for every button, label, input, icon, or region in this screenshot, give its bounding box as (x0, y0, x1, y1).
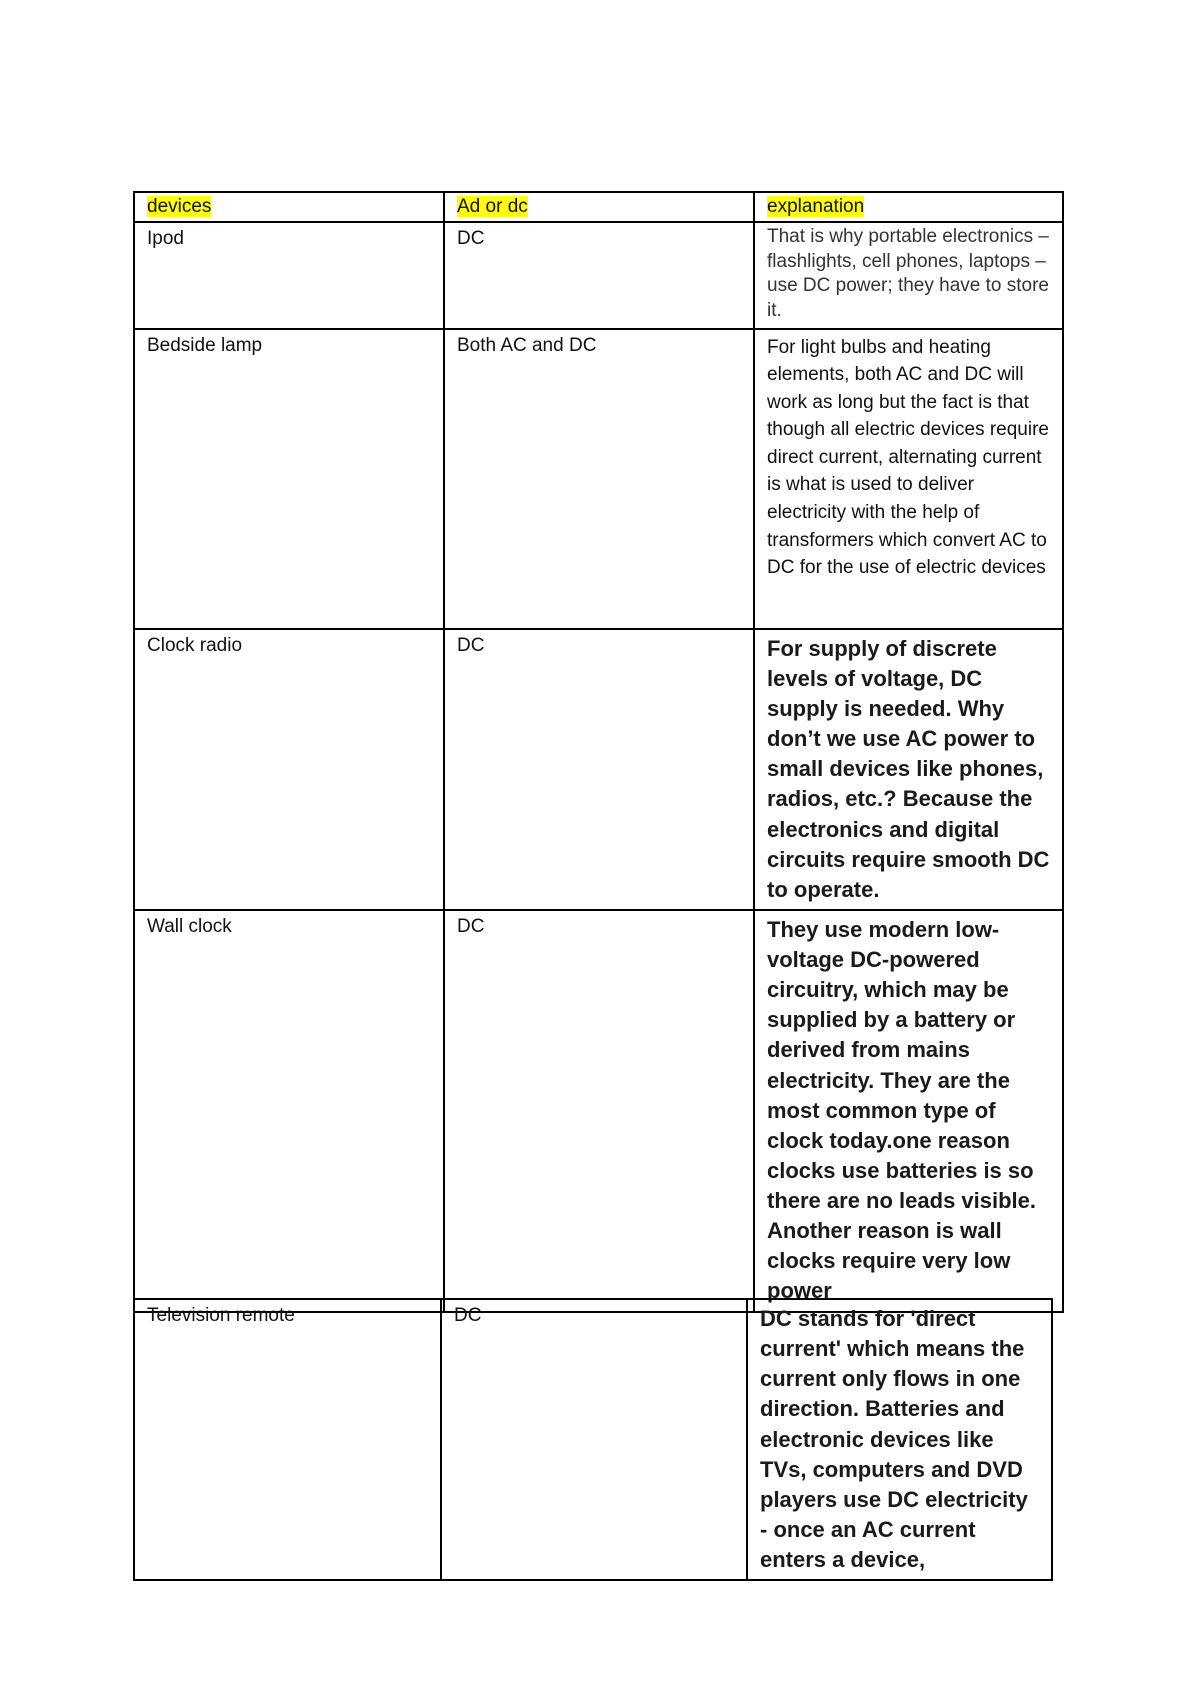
current-cell: DC (444, 222, 754, 329)
header-devices: devices (147, 196, 212, 217)
table-row (134, 910, 1063, 1312)
table-row (134, 222, 1063, 329)
current-cell: DC (441, 1299, 747, 1580)
table-row (134, 1299, 1052, 1580)
current-cell: DC (444, 629, 754, 910)
explanation-cell: For light bulbs and heating elements, both AC and DC will work as long but the fact is that though all electric devices require direct current, alternating current is what is used to deliver electricity with the help of transformers which convert AC to DC for the use of electric devices (754, 329, 1063, 629)
current-cell: DC (444, 910, 754, 1312)
header-ac-or-dc: Ad or dc (457, 196, 528, 217)
table-header-row (134, 192, 1063, 222)
header-cell-devices (134, 192, 444, 222)
explanation-cell: They use modern low-voltage DC-powered circuitry, which may be supplied by a battery or derived from mains electricity. They are the most common type of clock today.one reason clocks use batteries is so there are no leads visible. Another reason is wall clocks require very low power (754, 910, 1063, 1312)
devices-table-continued (133, 1298, 1053, 1581)
explanation-cell: That is why portable electronics – flashlights, cell phones, laptops – use DC power; they have to store it. (754, 222, 1063, 329)
explanation-cell: DC stands for 'direct current' which means the current only flows in one direction. Batteries and electronic devices like TVs, computers and DVD players use DC electricity - once an AC current enters a device, (747, 1299, 1052, 1580)
table-row (134, 629, 1063, 910)
header-cell-explanation (754, 192, 1063, 222)
device-cell: Wall clock (134, 910, 444, 1312)
table-row (134, 329, 1063, 629)
explanation-cell: For supply of discrete levels of voltage, DC supply is needed. Why don’t we use AC power to small devices like phones, radios, etc.? Because the electronics and digital circuits require smooth DC to operate. (754, 629, 1063, 910)
device-cell: Ipod (134, 222, 444, 329)
header-cell-current (444, 192, 754, 222)
devices-table (133, 191, 1064, 1313)
device-cell: Television remote (134, 1299, 441, 1580)
header-explanation: explanation (767, 196, 865, 217)
device-cell: Clock radio (134, 629, 444, 910)
device-cell: Bedside lamp (134, 329, 444, 629)
current-cell: Both AC and DC (444, 329, 754, 629)
